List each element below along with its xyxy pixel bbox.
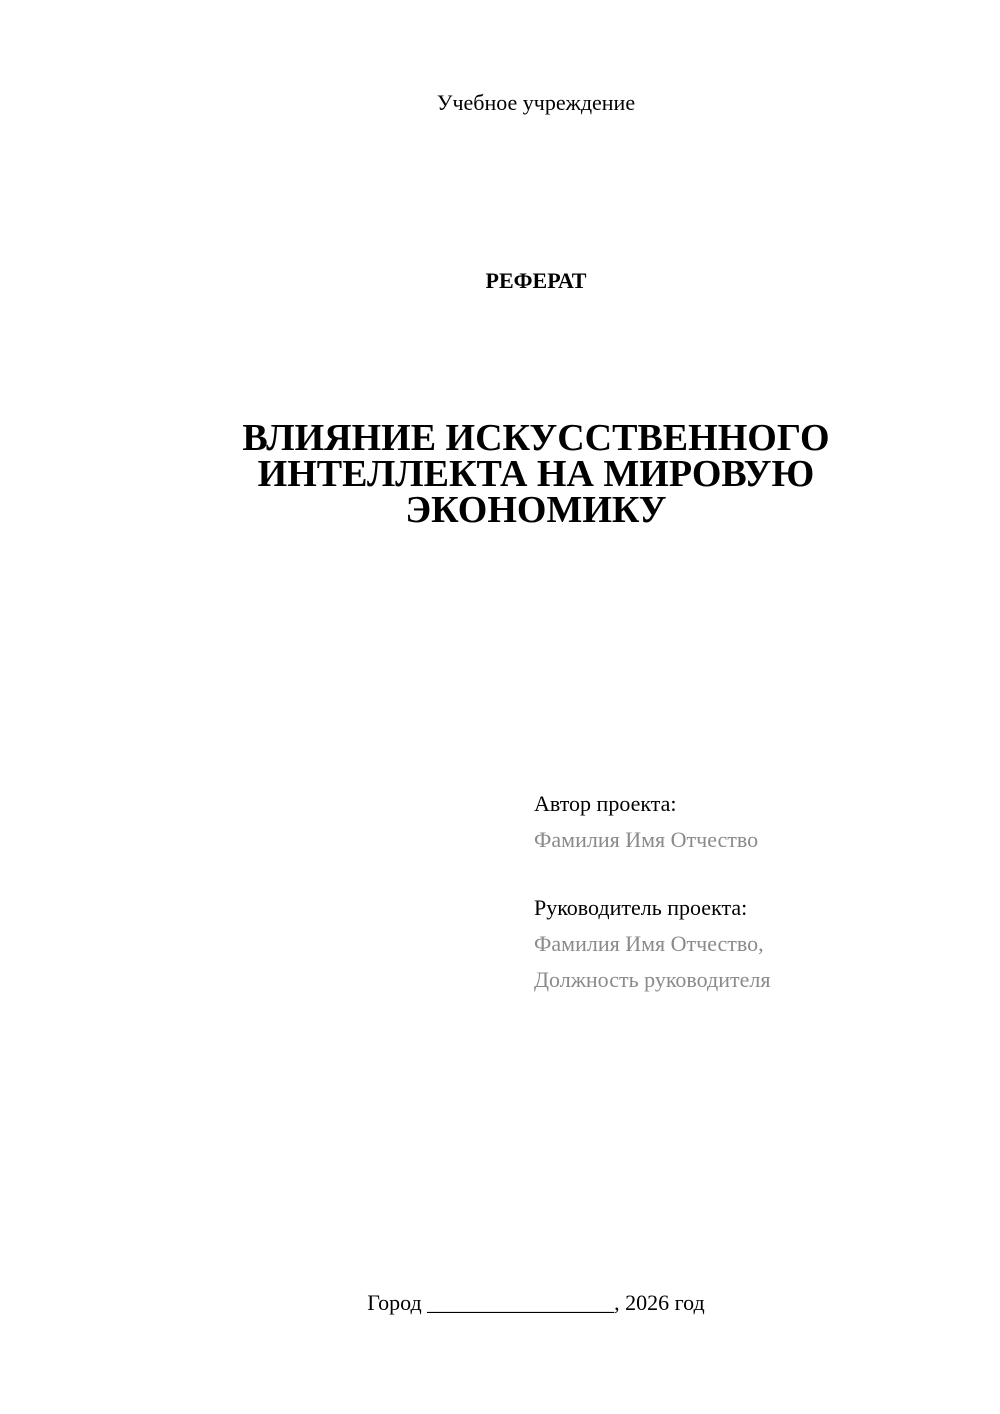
- city-year-line: Город _________________, 2026 год: [367, 1290, 705, 1315]
- title-line-3: ЭКОНОМИКУ: [405, 489, 667, 531]
- author-label: Автор проекта:: [534, 791, 677, 816]
- supervisor-position: Должность руководителя: [534, 967, 771, 992]
- document-title: [0, 417, 1000, 531]
- title-line-2: ИНТЕЛЛЕКТА НА МИРОВУЮ: [257, 453, 815, 495]
- credits-block: [534, 786, 770, 998]
- institution-name: Учебное учреждение: [436, 90, 636, 115]
- credits-spacer: [534, 858, 770, 890]
- supervisor-label: Руководитель проекта:: [534, 895, 748, 920]
- title-line-1: ВЛИЯНИЕ ИСКУССТВЕННОГО: [242, 417, 830, 459]
- supervisor-name: Фамилия Имя Отчество,: [534, 931, 764, 956]
- author-name: Фамилия Имя Отчество: [534, 827, 759, 852]
- document-type: РЕФЕРАТ: [485, 268, 587, 293]
